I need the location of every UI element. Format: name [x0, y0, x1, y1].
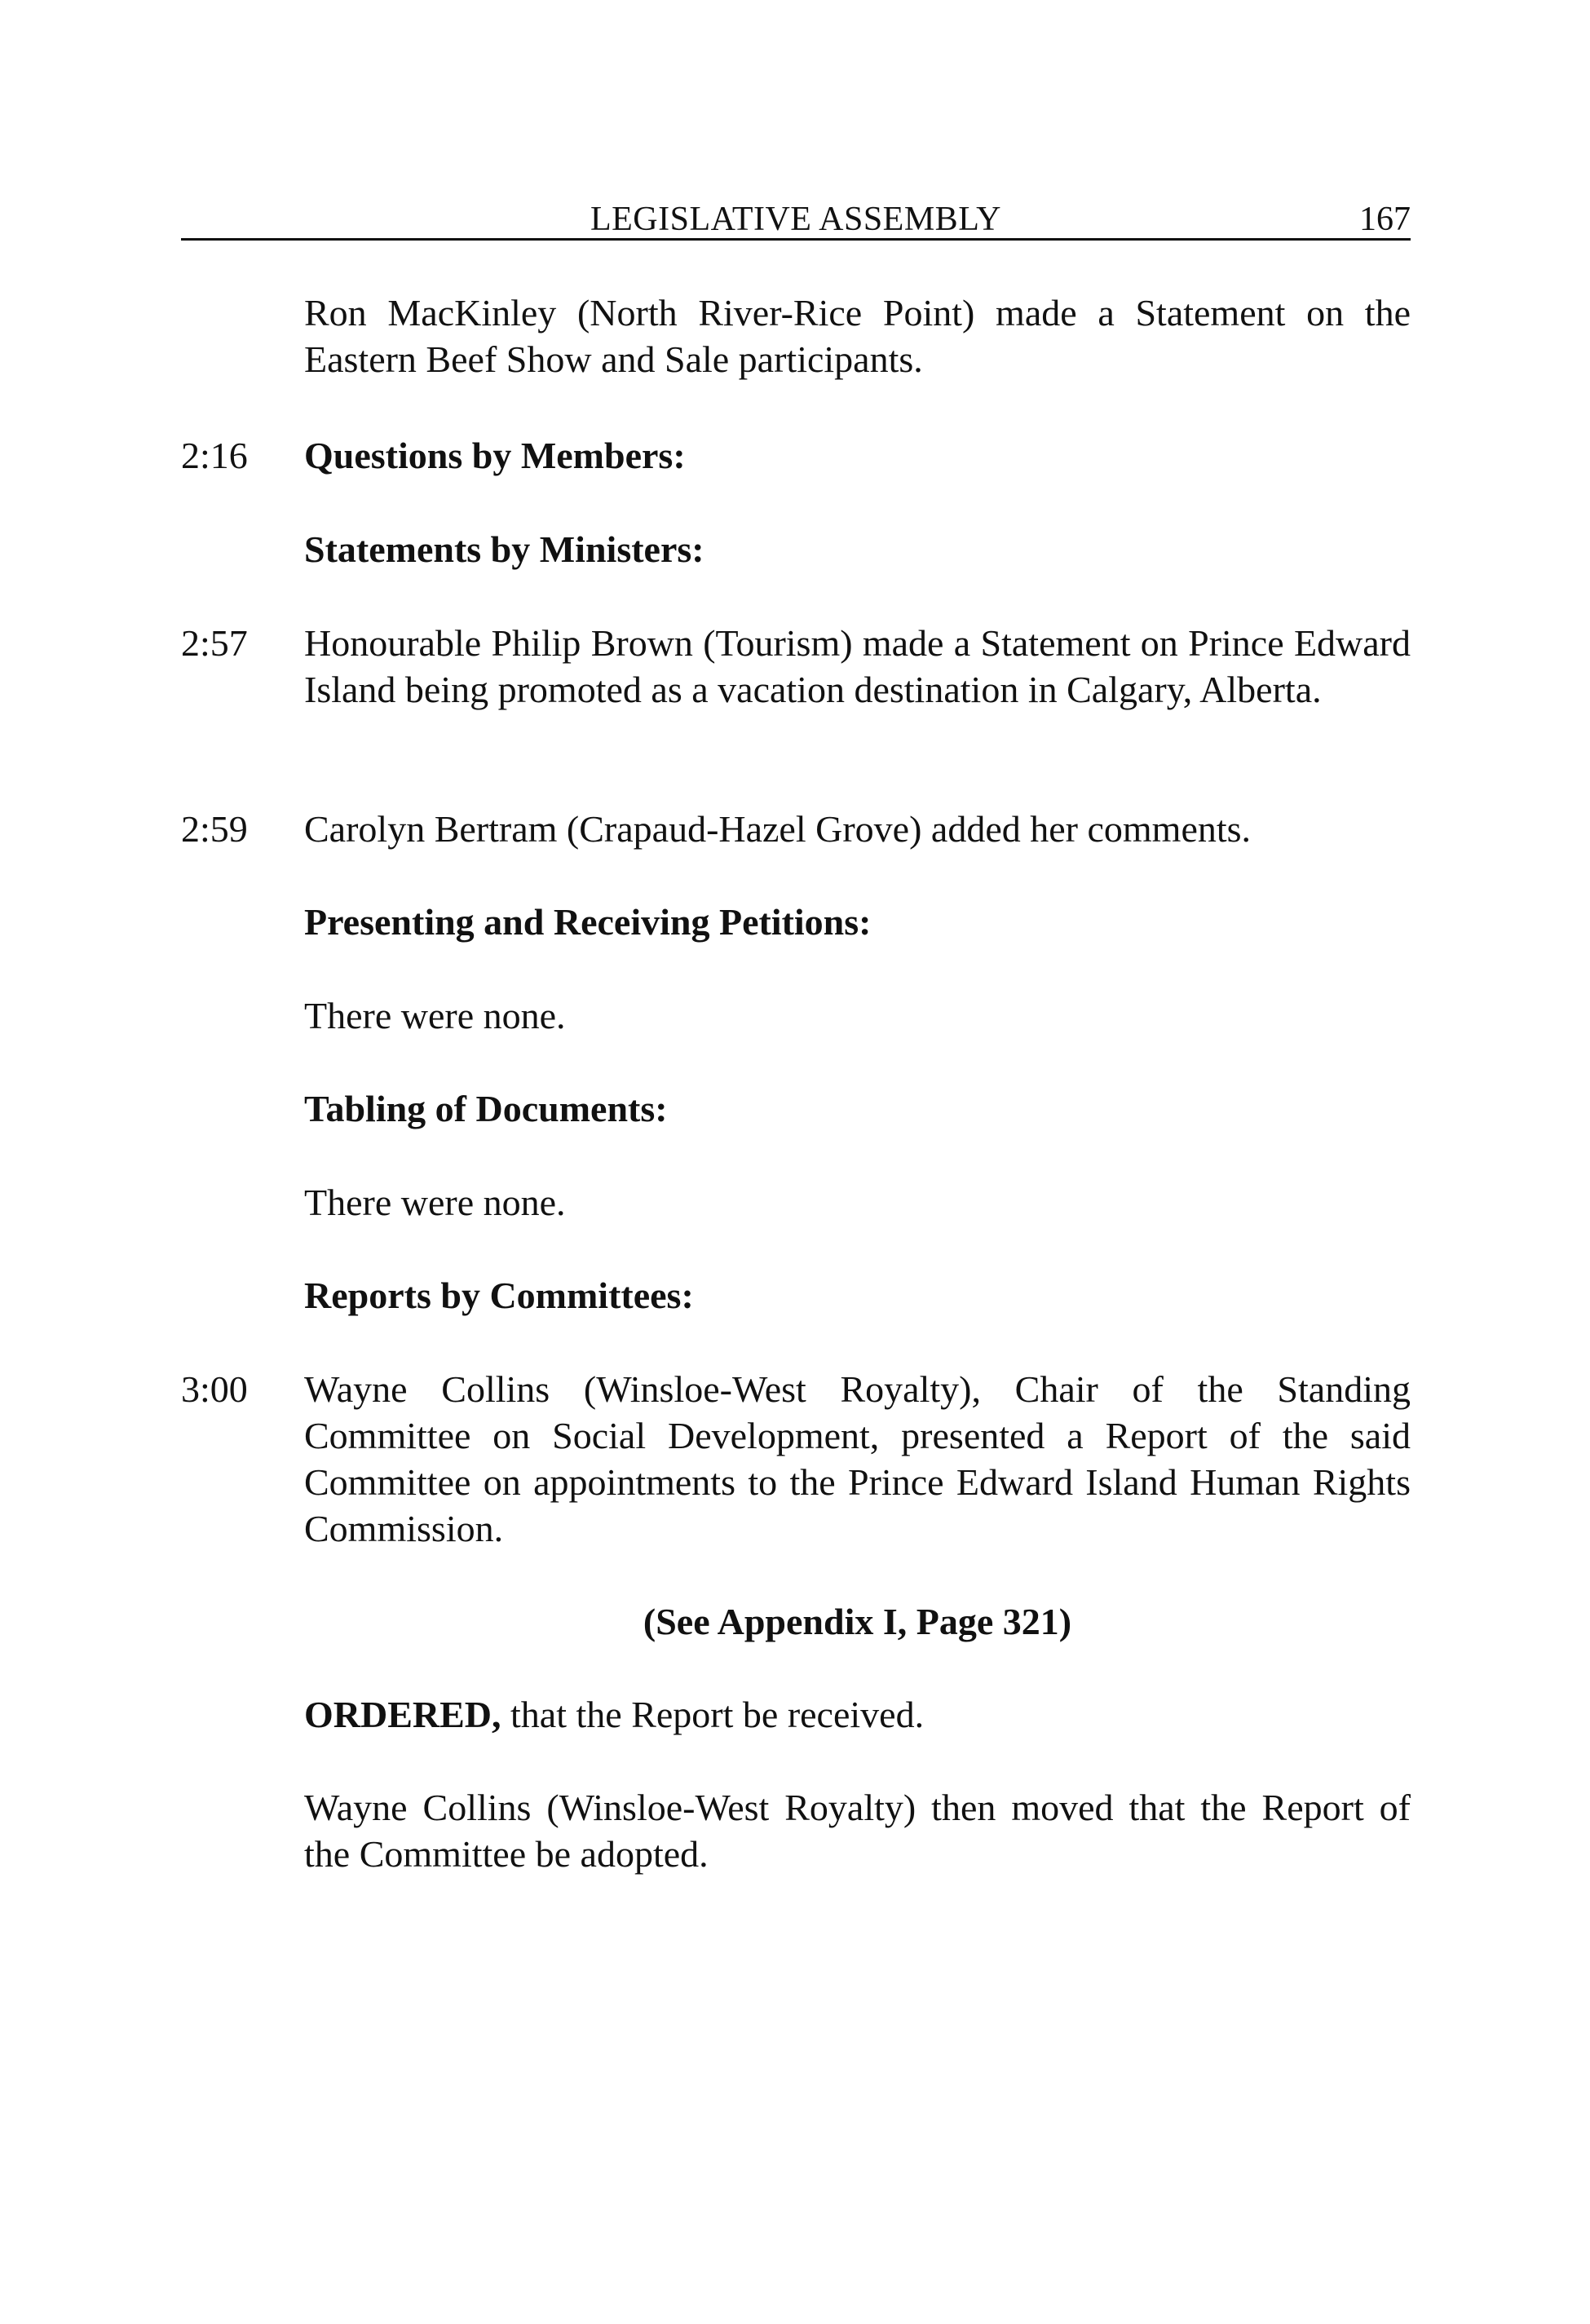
entry-text: Carolyn Bertram (Crapaud-Hazel Grove) added her comments. [304, 808, 1252, 850]
entry-text: Honourable Philip Brown (Tourism) made a Statement on Prince Edward Island being promoted as a vacation destination in Calgary, Alberta. [304, 622, 1411, 710]
entry-text: Wayne Collins (Winsloe-West Royalty) then moved that the Report of the Committee be adopted. [304, 1787, 1411, 1875]
section-heading: Reports by Committees: [304, 1275, 694, 1316]
ordered-statement [304, 1691, 1411, 1738]
entry-text: Wayne Collins (Winsloe-West Royalty), Chair of the Standing Committee on Social Development, presented a Report of the said Committee on appointments to the Prince Edward Island Human Rights Commission. [304, 1368, 1411, 1549]
ordered-keyword: ORDERED, [304, 1694, 501, 1735]
header-title: LEGISLATIVE ASSEMBLY [590, 201, 1001, 238]
appendix-reference: (See Appendix I, Page 321) [643, 1601, 1072, 1642]
entry-time: 2:59 [181, 808, 248, 850]
entry-text: Ron MacKinley (North River-Rice Point) made a Statement on the Eastern Beef Show and Sale participants. [304, 292, 1411, 380]
entry-text: There were none. [304, 1182, 566, 1223]
entry-time: 2:57 [181, 622, 248, 664]
section-heading: Statements by Ministers: [304, 528, 704, 570]
ordered-text: that the Report be received. [501, 1694, 925, 1735]
page-header [181, 198, 1411, 241]
page-number: 167 [1359, 201, 1411, 238]
entry-time: 2:16 [181, 435, 248, 476]
section-heading: Questions by Members: [304, 435, 686, 476]
section-heading: Tabling of Documents: [304, 1088, 668, 1129]
section-heading: Presenting and Receiving Petitions: [304, 901, 872, 943]
entry-time: 3:00 [181, 1368, 248, 1410]
entry-text: There were none. [304, 995, 566, 1036]
